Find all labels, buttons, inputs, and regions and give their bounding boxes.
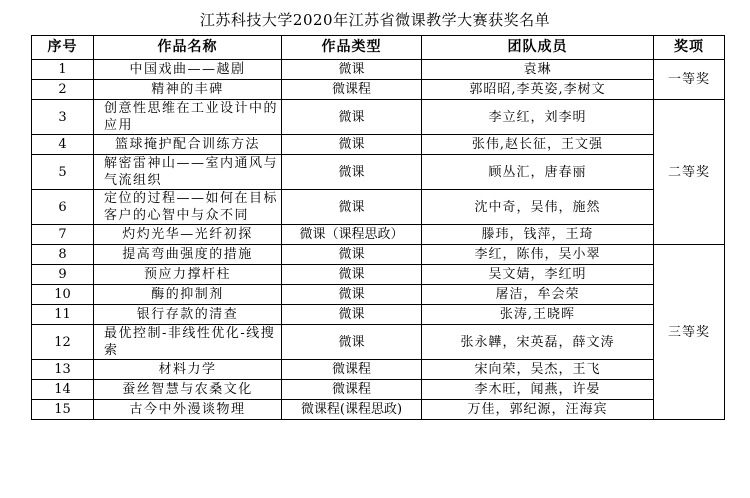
table-row	[32, 100, 725, 135]
cell-name: 酶的抑制剂	[94, 285, 282, 305]
cell-type: 微课（课程思政）	[282, 225, 422, 245]
cell-name: 创意性思维在工业设计中的应用	[94, 100, 282, 135]
table-row	[32, 305, 725, 325]
table-row	[32, 245, 725, 265]
header-award: 奖项	[654, 36, 725, 60]
header-name: 作品名称	[94, 36, 282, 60]
cell-type: 微课程	[282, 360, 422, 380]
table-row	[32, 190, 725, 225]
cell-no: 14	[32, 380, 94, 400]
cell-no: 11	[32, 305, 94, 325]
header-row	[32, 36, 725, 60]
table-row	[32, 325, 725, 360]
cell-type: 微课	[282, 285, 422, 305]
cell-no: 7	[32, 225, 94, 245]
header-team: 团队成员	[422, 36, 654, 60]
cell-no: 13	[32, 360, 94, 380]
table-row	[32, 380, 725, 400]
cell-team: 袁琳	[422, 60, 654, 80]
table-row	[32, 360, 725, 380]
cell-name: 篮球掩护配合训练方法	[94, 135, 282, 155]
header-no: 序号	[32, 36, 94, 60]
cell-name: 古今中外漫谈物理	[94, 400, 282, 420]
cell-no: 9	[32, 265, 94, 285]
cell-team: 万佳，郭纪源，汪海宾	[422, 400, 654, 420]
cell-no: 8	[32, 245, 94, 265]
cell-type: 微课程(课程思政)	[282, 400, 422, 420]
cell-type: 微课	[282, 245, 422, 265]
header-type: 作品类型	[282, 36, 422, 60]
table-row	[32, 400, 725, 420]
cell-no: 2	[32, 80, 94, 100]
table-row	[32, 225, 725, 245]
cell-type: 微课	[282, 325, 422, 360]
cell-team: 李红，陈伟，吴小翠	[422, 245, 654, 265]
cell-team: 张涛,王晓晖	[422, 305, 654, 325]
cell-team: 滕玮，钱萍，王琦	[422, 225, 654, 245]
table-row	[32, 135, 725, 155]
cell-team: 李木旺，闻燕，许晏	[422, 380, 654, 400]
cell-type: 微课	[282, 190, 422, 225]
cell-no: 6	[32, 190, 94, 225]
cell-no: 12	[32, 325, 94, 360]
cell-type: 微课	[282, 60, 422, 80]
cell-name: 精神的丰碑	[94, 80, 282, 100]
cell-type: 微课	[282, 100, 422, 135]
cell-name: 提高弯曲强度的措施	[94, 245, 282, 265]
cell-name: 定位的过程——如何在目标客户的心智中与众不同	[94, 190, 282, 225]
cell-type: 微课	[282, 135, 422, 155]
cell-team: 宋向荣，吴杰，王飞	[422, 360, 654, 380]
cell-name: 蚕丝智慧与农桑文化	[94, 380, 282, 400]
cell-name: 预应力撑杆柱	[94, 265, 282, 285]
cell-no: 5	[32, 155, 94, 190]
cell-type: 微课	[282, 265, 422, 285]
cell-name: 银行存款的清查	[94, 305, 282, 325]
table-row	[32, 285, 725, 305]
award-third: 三等奖	[654, 245, 725, 420]
award-first: 一等奖	[654, 60, 725, 100]
table-caption: 江苏科技大学2020年江苏省微课教学大赛获奖名单	[199, 11, 551, 29]
cell-name: 材料力学	[94, 360, 282, 380]
cell-no: 3	[32, 100, 94, 135]
table-row	[32, 80, 725, 100]
cell-team: 沈中奇，吴伟，施然	[422, 190, 654, 225]
cell-name: 最优控制-非线性优化-线搜索	[94, 325, 282, 360]
cell-team: 张永韡，宋英磊，薛文涛	[422, 325, 654, 360]
table-row	[32, 155, 725, 190]
cell-no: 10	[32, 285, 94, 305]
cell-no: 15	[32, 400, 94, 420]
cell-name: 灼灼光华—光纤初探	[94, 225, 282, 245]
cell-name: 中国戏曲——越剧	[94, 60, 282, 80]
cell-no: 4	[32, 135, 94, 155]
cell-team: 李立红，刘李明	[422, 100, 654, 135]
cell-team: 屠洁，牟会荣	[422, 285, 654, 305]
cell-type: 微课	[282, 305, 422, 325]
award-table	[31, 35, 725, 420]
award-second: 二等奖	[654, 100, 725, 245]
table-row	[32, 265, 725, 285]
cell-team: 顾丛汇，唐春丽	[422, 155, 654, 190]
cell-team: 吴文婧，李红明	[422, 265, 654, 285]
cell-type: 微课程	[282, 80, 422, 100]
cell-team: 张伟,赵长征，王文强	[422, 135, 654, 155]
cell-type: 微课程	[282, 380, 422, 400]
cell-type: 微课	[282, 155, 422, 190]
table-row	[32, 60, 725, 80]
cell-name: 解密雷神山——室内通风与气流组织	[94, 155, 282, 190]
cell-team: 郭昭昭,李英姿,李树文	[422, 80, 654, 100]
cell-no: 1	[32, 60, 94, 80]
